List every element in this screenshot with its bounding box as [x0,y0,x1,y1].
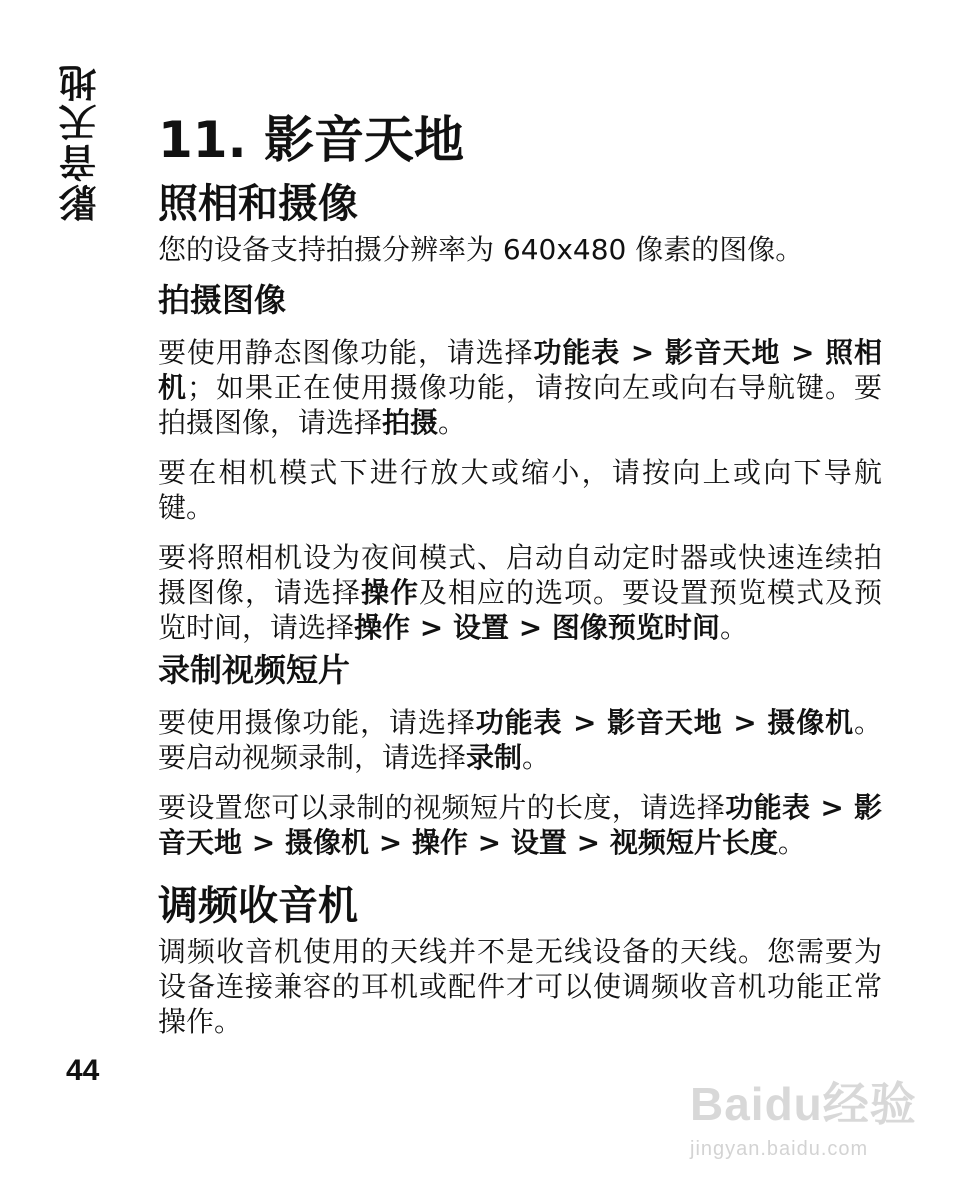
section-title-photo-video: 照相和摄像 [158,181,358,227]
page-content [158,108,882,1039]
baidu-watermark [690,1068,920,1178]
text: 要使用摄像功能，请选择 [158,706,476,739]
menu-option: 操作 [361,576,419,609]
menu-option: 拍摄 [382,406,439,439]
text: 及相应的选项。要设置预览模式及预览时间，请选择 [158,576,882,644]
paragraph-record-video [158,705,882,775]
menu-option: 录制 [466,741,523,774]
page-number: 44 [66,1054,100,1087]
paragraph-fm-radio: 调频收音机使用的天线并不是无线设备的天线。您需要为设备连接兼容的耳机或配件才可以使调频收音机功能正常操作。 [158,935,882,1038]
menu-path: 操作 > 设置 > 图像预览时间 [354,611,720,644]
text: 要使用静态图像功能，请选择 [158,336,534,369]
chapter-side-tab: 影音天地 [59,62,103,222]
text: 。 [719,611,748,644]
watermark-logo: Baidu经验 [690,1078,917,1130]
text: 。 [522,741,551,774]
paragraph-camera-options [158,540,882,645]
text: 。要启动视频录制，请选择 [158,706,882,774]
subsection-title-take-photo: 拍摄图像 [158,281,287,319]
menu-path: 功能表 > 影音天地 > 摄像机 > 操作 > 设置 > 视频短片长度 [158,791,882,859]
text: 。 [777,826,806,859]
text: 。 [438,406,467,439]
watermark-url: jingyan.baidu.com [690,1138,869,1160]
chapter-title: 11. 影音天地 [158,111,464,169]
text: 要设置您可以录制的视频短片的长度，请选择 [158,791,726,824]
subsection-title-record-video: 录制视频短片 [158,651,351,689]
section-intro: 您的设备支持拍摄分辨率为 640x480 像素的图像。 [158,233,804,266]
paragraph-zoom: 要在相机模式下进行放大或缩小，请按向上或向下导航键。 [158,456,882,524]
section-title-fm-radio: 调频收音机 [158,883,358,929]
text: ；如果正在使用摄像功能，请按向左或向右导航键。要拍摄图像，请选择 [158,371,882,439]
paragraph-take-photo [158,335,882,440]
text: 要将照相机设为夜间模式、启动自动定时器或快速连续拍摄图像，请选择 [158,541,882,609]
menu-path: 功能表 > 影音天地 > 照相机 [158,336,882,404]
menu-path: 功能表 > 影音天地 > 摄像机 [475,706,854,739]
paragraph-video-length [158,790,882,860]
